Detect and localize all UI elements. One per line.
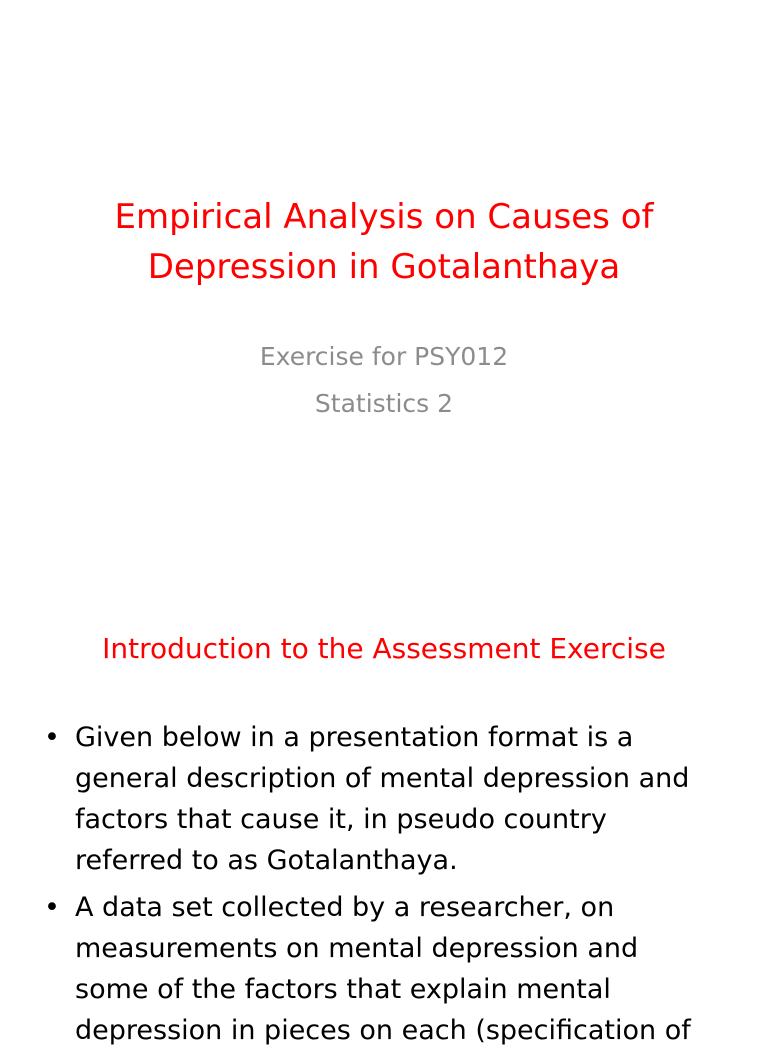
bullet-2-line-4: depression in pieces on each (specification of: [75, 1015, 691, 1046]
bullet-dot-icon: •: [44, 892, 60, 923]
bullet-1-line-1: Given below in a presentation format is a: [75, 722, 634, 753]
subtitle-line-2: Statistics 2: [314, 389, 454, 418]
introduction-title: Introduction to the Assessment Exercise: [102, 632, 666, 665]
bullet-2-line-1: A data set collected by a researcher, on: [75, 892, 615, 923]
slide-title: [40, 192, 728, 292]
bullet-1-line-2: general description of mental depression and: [75, 763, 690, 794]
introduction-slide: [0, 576, 768, 1046]
bullet-item-2: [0, 887, 768, 1051]
bullet-2-line-2: measurements on mental depression and: [75, 933, 639, 964]
bullet-dot-icon: •: [44, 722, 60, 753]
slide-title-line-2: Depression in Gotalanthaya: [147, 247, 621, 287]
bullet-2-line-3: some of the factors that explain mental: [75, 974, 611, 1005]
bullet-list: [0, 717, 768, 1057]
slide-title-line-1: Empirical Analysis on Causes of: [114, 197, 654, 237]
bullet-item-1: [0, 717, 768, 881]
slide-subtitle: [40, 333, 728, 427]
subtitle-line-1: Exercise for PSY012: [259, 342, 509, 371]
bullet-1-line-4: referred to as Gotalanthaya.: [75, 845, 458, 876]
bullet-1-line-3: factors that cause it, in pseudo country: [75, 804, 607, 835]
